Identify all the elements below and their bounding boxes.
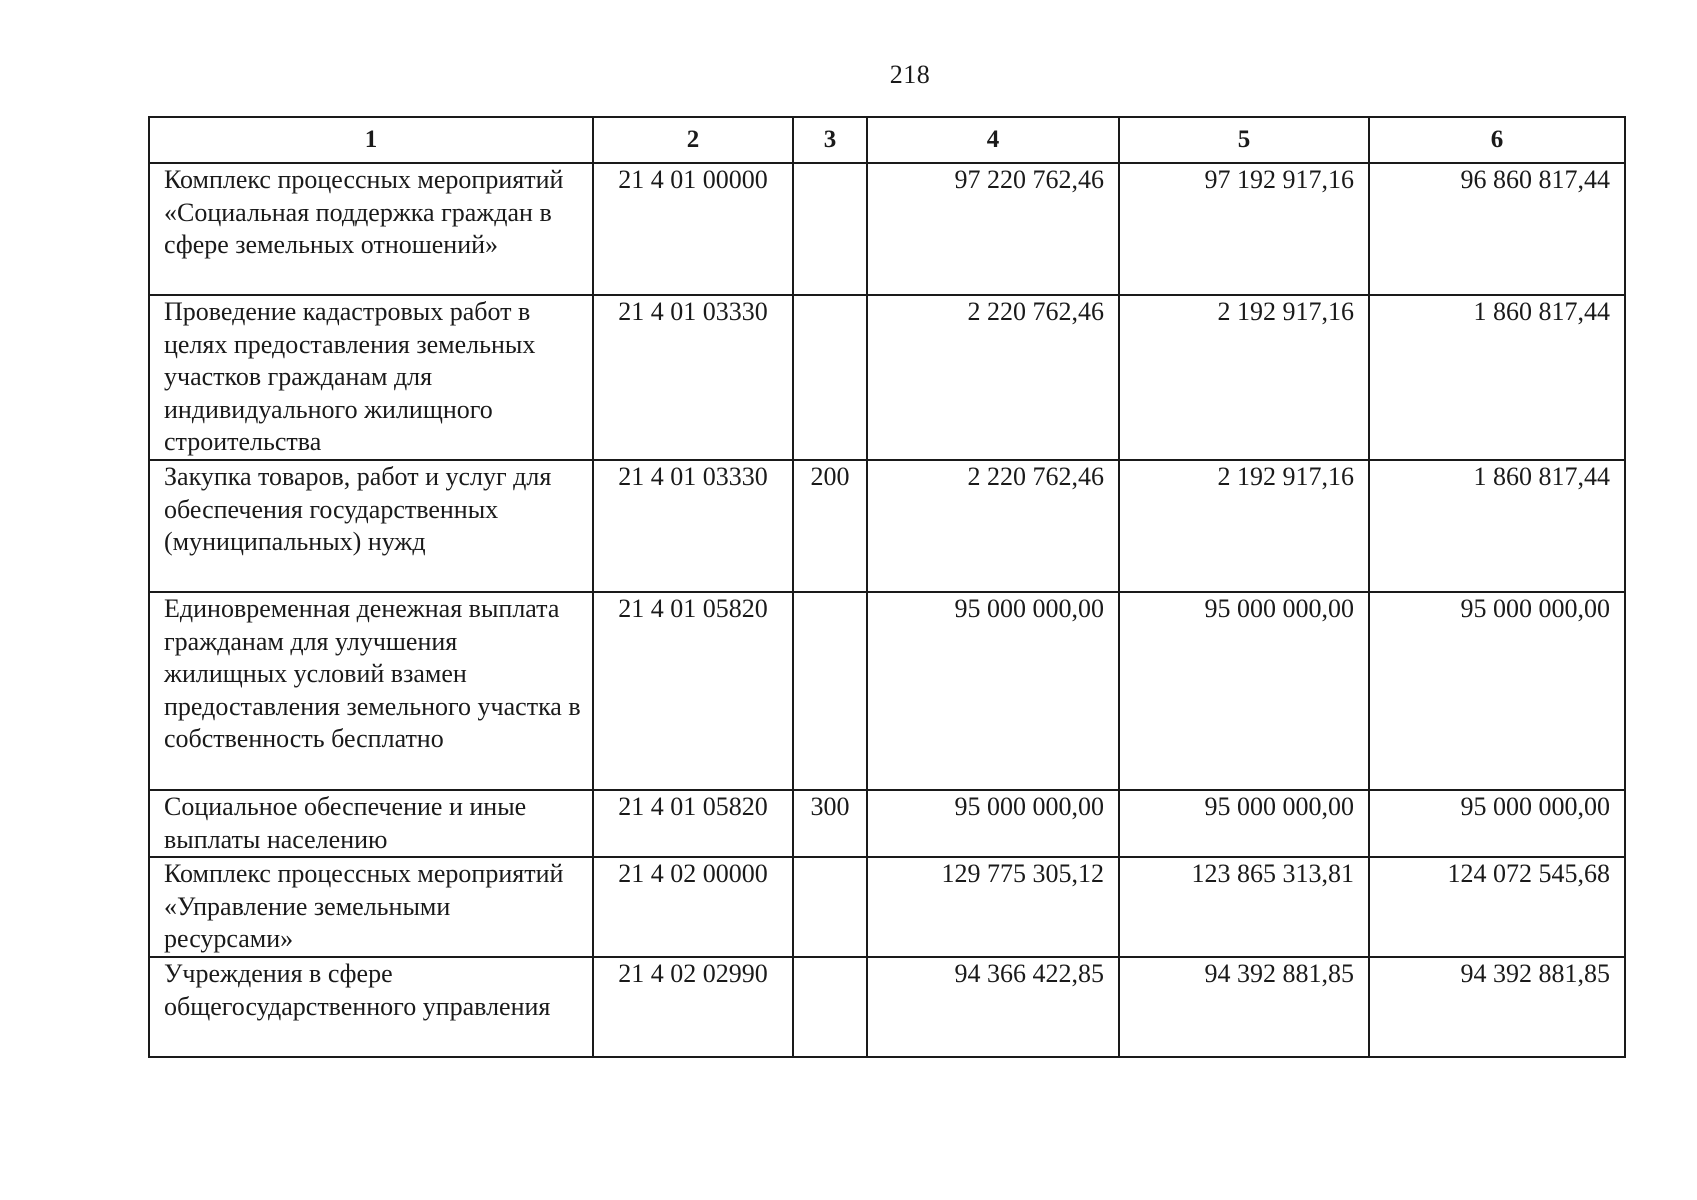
row-code: 21 4 01 05820 <box>593 592 793 790</box>
table-row <box>149 592 1625 790</box>
row-value-col5: 95 000 000,00 <box>1119 592 1369 790</box>
table-row <box>149 163 1625 295</box>
row-value-col4: 94 366 422,85 <box>867 957 1119 1057</box>
page-number: 218 <box>889 60 931 89</box>
row-expense-type <box>793 857 867 957</box>
table-row <box>149 957 1625 1057</box>
row-expense-type: 200 <box>793 460 867 592</box>
row-code: 21 4 01 05820 <box>593 790 793 857</box>
table-row <box>149 857 1625 957</box>
row-name: Комплекс процессных мероприятий «Социальная поддержка граждан в сфере земельных отношений» <box>149 163 593 295</box>
table-row <box>149 295 1625 460</box>
row-value-col6: 95 000 000,00 <box>1369 592 1625 790</box>
row-name: Комплекс процессных мероприятий «Управление земельными ресурсами» <box>149 857 593 957</box>
row-expense-type <box>793 163 867 295</box>
row-code: 21 4 02 02990 <box>593 957 793 1057</box>
row-name: Социальное обеспечение и иные выплаты населению <box>149 790 593 857</box>
row-value-col4: 2 220 762,46 <box>867 460 1119 592</box>
row-value-col5: 95 000 000,00 <box>1119 790 1369 857</box>
row-value-col4: 129 775 305,12 <box>867 857 1119 957</box>
row-name: Проведение кадастровых работ в целях предоставления земельных участков гражданам для индивидуального жилищного строительства <box>149 295 593 460</box>
row-value-col4: 97 220 762,46 <box>867 163 1119 295</box>
budget-table <box>148 116 1626 1058</box>
row-value-col4: 95 000 000,00 <box>867 592 1119 790</box>
row-value-col6: 94 392 881,85 <box>1369 957 1625 1057</box>
row-expense-type <box>793 592 867 790</box>
row-value-col5: 2 192 917,16 <box>1119 295 1369 460</box>
row-value-col5: 97 192 917,16 <box>1119 163 1369 295</box>
row-code: 21 4 01 03330 <box>593 460 793 592</box>
row-name: Учреждения в сфере общегосударственного управления <box>149 957 593 1057</box>
row-value-col4: 2 220 762,46 <box>867 295 1119 460</box>
row-value-col5: 2 192 917,16 <box>1119 460 1369 592</box>
row-value-col6: 124 072 545,68 <box>1369 857 1625 957</box>
row-expense-type <box>793 957 867 1057</box>
row-value-col6: 1 860 817,44 <box>1369 295 1625 460</box>
table-row <box>149 460 1625 592</box>
row-code: 21 4 01 00000 <box>593 163 793 295</box>
row-expense-type: 300 <box>793 790 867 857</box>
column-header-3: 3 <box>793 117 867 163</box>
row-value-col6: 95 000 000,00 <box>1369 790 1625 857</box>
row-code: 21 4 01 03330 <box>593 295 793 460</box>
column-header-6: 6 <box>1369 117 1625 163</box>
row-code: 21 4 02 00000 <box>593 857 793 957</box>
row-name: Закупка товаров, работ и услуг для обеспечения государственных (муниципальных) нужд <box>149 460 593 592</box>
table-header-row <box>149 117 1625 163</box>
column-header-5: 5 <box>1119 117 1369 163</box>
row-value-col5: 123 865 313,81 <box>1119 857 1369 957</box>
row-value-col6: 1 860 817,44 <box>1369 460 1625 592</box>
row-value-col4: 95 000 000,00 <box>867 790 1119 857</box>
column-header-4: 4 <box>867 117 1119 163</box>
row-expense-type <box>793 295 867 460</box>
row-value-col5: 94 392 881,85 <box>1119 957 1369 1057</box>
column-header-1: 1 <box>149 117 593 163</box>
column-header-2: 2 <box>593 117 793 163</box>
row-name: Единовременная денежная выплата гражданам для улучшения жилищных условий взамен предоставления земельного участка в собственность бесплатно <box>149 592 593 790</box>
row-value-col6: 96 860 817,44 <box>1369 163 1625 295</box>
table-row <box>149 790 1625 857</box>
